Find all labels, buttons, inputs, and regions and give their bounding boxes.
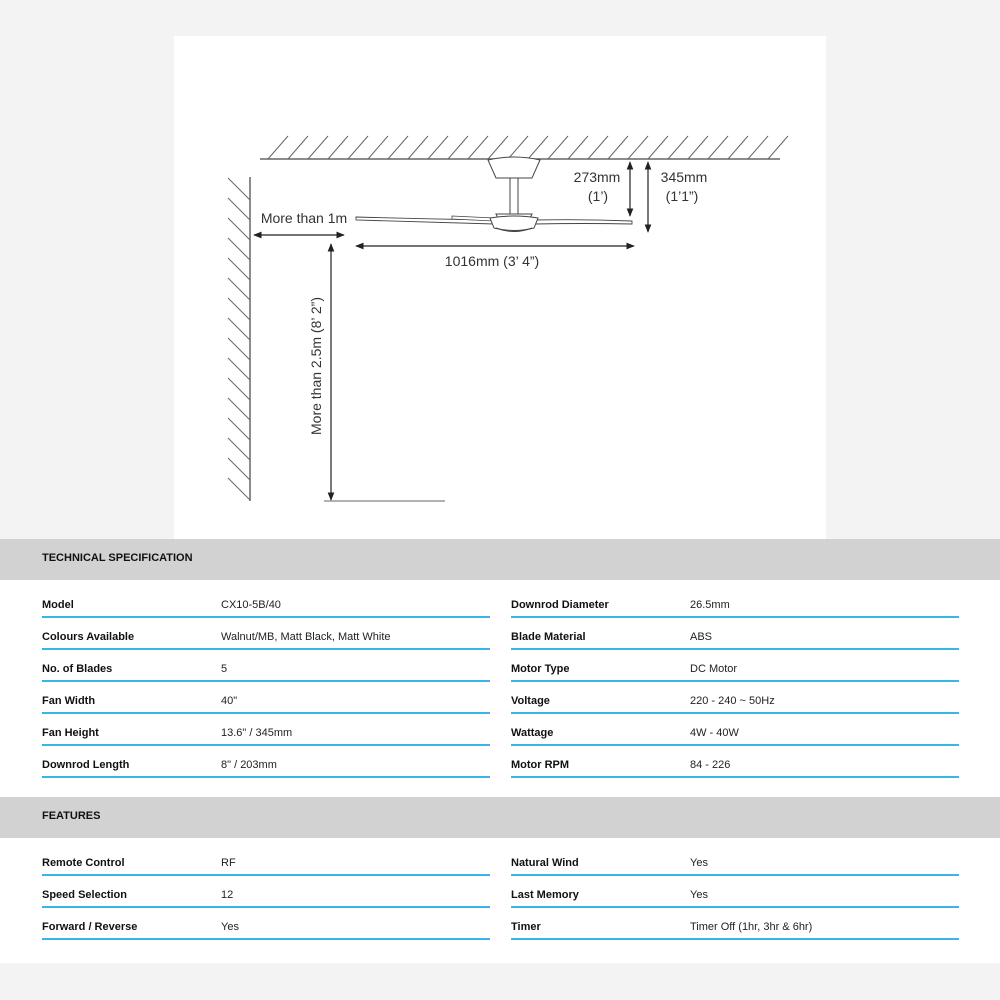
spec-value: Yes xyxy=(221,921,239,933)
technical-spec-heading: TECHNICAL SPECIFICATION xyxy=(42,552,193,564)
spec-label: Colours Available xyxy=(42,631,135,643)
dimension-drawing xyxy=(174,36,826,540)
spec-row xyxy=(42,586,490,618)
label-345mm-imperial: (1’1”) xyxy=(665,188,699,204)
spec-row xyxy=(42,908,490,940)
spec-label: Speed Selection xyxy=(42,889,127,901)
spec-row xyxy=(511,876,959,908)
label-273mm-imperial: (1’) xyxy=(587,188,609,204)
spec-row xyxy=(42,746,490,778)
spec-row xyxy=(511,908,959,940)
spec-label: Fan Height xyxy=(42,727,99,739)
spec-label: Motor Type xyxy=(511,663,570,675)
spec-value: 12 xyxy=(221,889,234,901)
spec-value: 13.6" / 345mm xyxy=(221,727,293,739)
spec-label: Remote Control xyxy=(42,857,125,869)
spec-label: Wattage xyxy=(511,727,554,739)
features-table xyxy=(0,838,1000,963)
spec-value: 84 - 226 xyxy=(690,759,731,771)
spec-value: CX10-5B/40 xyxy=(221,599,281,611)
spec-value: Walnut/MB, Matt Black, Matt White xyxy=(221,631,391,643)
features-header xyxy=(0,797,1000,838)
spec-value: ABS xyxy=(690,631,713,643)
page-footer-margin xyxy=(0,963,1000,1000)
technical-spec-header xyxy=(0,539,1000,580)
spec-value: Yes xyxy=(690,857,708,869)
spec-label: Motor RPM xyxy=(511,759,570,771)
spec-row xyxy=(42,876,490,908)
spec-value: DC Motor xyxy=(690,663,738,675)
spec-label: Blade Material xyxy=(511,631,586,643)
label-345mm: 345mm xyxy=(660,169,708,185)
spec-label: Voltage xyxy=(511,695,550,707)
ceiling-hatch xyxy=(260,136,788,159)
spec-label: No. of Blades xyxy=(42,663,113,675)
spec-value: Timer Off (1hr, 3hr & 6hr) xyxy=(690,921,813,933)
label-fan-width: 1016mm (3’ 4”) xyxy=(444,253,540,269)
spec-row xyxy=(511,586,959,618)
spec-value: RF xyxy=(221,857,236,869)
spec-value: 5 xyxy=(221,663,228,675)
spec-row xyxy=(42,844,490,876)
spec-row xyxy=(511,746,959,778)
spec-label: Model xyxy=(42,599,74,611)
spec-row xyxy=(511,650,959,682)
spec-row xyxy=(511,682,959,714)
features-heading: FEATURES xyxy=(42,810,101,822)
spec-value: 8" / 203mm xyxy=(221,759,277,771)
label-ceiling-height: More than 2.5m (8’ 2”) xyxy=(308,297,324,435)
spec-row xyxy=(511,844,959,876)
spec-row xyxy=(42,682,490,714)
label-clearance: More than 1m xyxy=(260,210,348,226)
technical-spec-table xyxy=(0,580,1000,797)
spec-row xyxy=(511,618,959,650)
spec-value: 40" xyxy=(221,695,238,707)
spec-label: Timer xyxy=(511,921,541,933)
spec-label: Forward / Reverse xyxy=(42,921,138,933)
fan-dimension-diagram xyxy=(174,36,826,540)
spec-value: 220 - 240 ~ 50Hz xyxy=(690,695,775,707)
label-273mm: 273mm xyxy=(573,169,621,185)
spec-value: 26.5mm xyxy=(690,599,730,611)
spec-row xyxy=(511,714,959,746)
spec-row xyxy=(42,618,490,650)
spec-row xyxy=(42,650,490,682)
spec-label: Natural Wind xyxy=(511,857,579,869)
spec-row xyxy=(42,714,490,746)
wall-hatch xyxy=(228,177,250,501)
spec-label: Fan Width xyxy=(42,695,96,707)
spec-value: Yes xyxy=(690,889,708,901)
spec-label: Downrod Diameter xyxy=(511,599,609,611)
spec-label: Last Memory xyxy=(511,889,579,901)
spec-value: 4W - 40W xyxy=(690,727,739,739)
spec-label: Downrod Length xyxy=(42,759,130,771)
